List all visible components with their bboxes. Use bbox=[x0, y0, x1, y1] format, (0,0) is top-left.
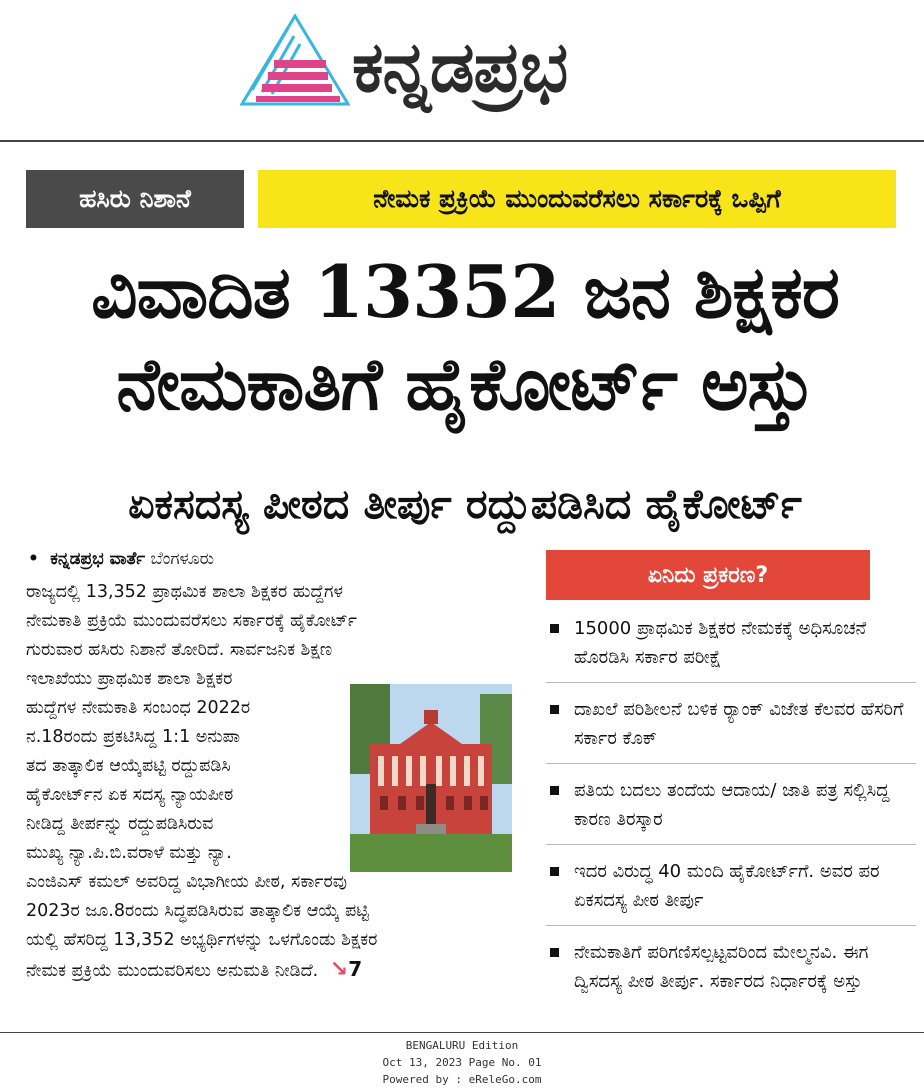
article-line: ಹೈಕೋರ್ಟ್‌ನ ಏಕ ಸದಸ್ಯ ನ್ಯಾಯಪೀಠ bbox=[26, 785, 234, 805]
kicker-label: ಹಸಿರು ನಿಶಾನೆ bbox=[26, 170, 244, 228]
article-line: ನೇಮಕಾತಿ ಪ್ರಕ್ರಿಯೆ ಮುಂದುವರೆಸಲು ಸರ್ಕಾರಕ್ಕೆ ಹೈಕೋರ್ಟ್ bbox=[26, 611, 357, 631]
square-bullet-icon bbox=[550, 786, 559, 795]
byline bbox=[28, 548, 528, 570]
article-line: ನೀಡಿದ್ದ ತೀರ್ಪನ್ನು ರದ್ದುಪಡಿಸಿರುವ bbox=[26, 814, 214, 834]
kicker-row bbox=[26, 170, 896, 228]
square-bullet-icon bbox=[550, 867, 559, 876]
headline-line-2: ನೇಮಕಾತಿಗೆ ಹೈಕೋರ್ಟ್ ಅಸ್ತು bbox=[116, 341, 814, 426]
sidebar-item bbox=[546, 855, 916, 926]
square-bullet-icon bbox=[550, 705, 559, 714]
high-court-photo bbox=[350, 684, 512, 872]
footer-powered-by: Powered by : eReleGo.com bbox=[382, 1073, 542, 1086]
newspaper-logo: ಕನ್ನಡಪ್ರಭ bbox=[352, 26, 568, 108]
sidebar-item-text: ಇದರ ವಿರುದ್ಧ 40 ಮಂದಿ ಹೈಕೋರ್ಟ್‌ಗೆ. ಅವರ ಪರ ಏಕಸದಸ್ಯ ಪೀಠ ತೀರ್ಪು bbox=[574, 861, 880, 911]
article-line: ಇಲಾಖೆಯು ಪ್ರಾಥಮಿಕ ಶಾಲಾ ಶಿಕ್ಷಕರ bbox=[26, 669, 233, 689]
article-line: ನ.18ರಂದು ಪ್ರಕಟಿಸಿದ್ದ 1:1 ಅನುಪಾ bbox=[26, 727, 240, 747]
sidebar-item bbox=[546, 693, 916, 764]
square-bullet-icon bbox=[550, 624, 559, 633]
article-line: ಗುರುವಾರ ಹಸಿರು ನಿಶಾನೆ ತೋರಿದೆ. ಸಾರ್ವಜನಿಕ ಶಿಕ್ಷಣ bbox=[26, 640, 333, 660]
sidebar-item bbox=[546, 612, 916, 683]
footer-divider bbox=[0, 1032, 924, 1033]
article-line: ಯಲ್ಲಿ ಹೆಸರಿದ್ದ 13,352 ಅಭ್ಯರ್ಥಿಗಳನ್ನು ಒಳಗೊಂಡು ಶಿಕ್ಷಕರ bbox=[26, 930, 378, 950]
sidebar-item bbox=[546, 936, 916, 1006]
footer-edition: BENGALURU Edition bbox=[405, 1039, 519, 1052]
kicker-strap: ನೇಮಕ ಪ್ರಕ್ರಿಯೆ ಮುಂದುವರೆಸಲು ಸರ್ಕಾರಕ್ಕೆ ಒಪ್ಪಿಗೆ bbox=[258, 170, 896, 228]
sidebar-item bbox=[546, 774, 916, 845]
masthead bbox=[0, 0, 924, 140]
article-line: ಹುದ್ದೆಗಳ ನೇಮಕಾತಿ ಸಂಬಂಧ 2022ರ bbox=[26, 698, 251, 718]
square-bullet-icon bbox=[550, 948, 559, 957]
masthead-divider bbox=[0, 140, 924, 142]
sidebar-item-text: ಪತಿಯ ಬದಲು ತಂದೆಯ ಆದಾಯ/ ಜಾತಿ ಪತ್ರ ಸಲ್ಲಿಸಿದ್ದ ಕಾರಣ ತಿರಸ್ಕಾರ bbox=[574, 780, 890, 830]
article-line-text: ನೇಮಕ ಪ್ರಕ್ರಿಯೆ ಮುಂದುವರಿಸಲು ಅನುಮತಿ ನೀಡಿದೆ. bbox=[26, 961, 319, 981]
byline-bullet: • bbox=[28, 549, 39, 569]
article-line: ಮುಖ್ಯ ನ್ಯಾ.ಪಿ.ಬಿ.ವರಾಳೆ ಮತ್ತು ನ್ಯಾ. bbox=[26, 843, 232, 863]
jump-arrow-icon: ↘ bbox=[329, 957, 349, 982]
sidebar-item-text: ದಾಖಲೆ ಪರಿಶೀಲನೆ ಬಳಿಕ ರ‍್ಯಾಂಕ್ ವಿಜೇತ ಕೆಲವರ ಹೆಸರಿಗೆ ಸರ್ಕಾರ ಕೊಕ್ bbox=[574, 699, 904, 749]
sidebar-heading: ಏನಿದು ಪ್ರಕರಣ? bbox=[546, 550, 870, 600]
article-line: ತದ ತಾತ್ಕಾಲಿಕ ಆಯ್ಕೆಪಟ್ಟಿ ರದ್ದುಪಡಿಸಿ bbox=[26, 756, 231, 776]
headline-line-1: ವಿವಾದಿತ 13352 ಜನ ಶಿಕ್ಷಕರ bbox=[91, 249, 839, 334]
jump-page-number: 7 bbox=[348, 957, 363, 981]
footer bbox=[0, 1037, 924, 1088]
kannadaprabha-logo-icon bbox=[240, 14, 350, 106]
byline-source: ಕನ್ನಡಪ್ರಭ ವಾರ್ತೆ bbox=[50, 549, 146, 569]
article-line-last bbox=[26, 955, 520, 986]
article-line: 2023ರ ಜೂ.8ರಂದು ಸಿದ್ಧಪಡಿಸಿರುವ ತಾತ್ಕಾಲಿಕ ಆಯ್ಕೆ ಪಟ್ಟಿ bbox=[26, 901, 369, 921]
article-line: ಎಂಜಿಎಸ್ ಕಮಲ್ ಅವರಿದ್ದ ವಿಭಾಗೀಯ ಪೀಠ, ಸರ್ಕಾರವು bbox=[26, 872, 347, 892]
sidebar-item-text: ನೇಮಕಾತಿಗೆ ಪರಿಗಣಿಸಲ್ಪಟ್ಟವರಿಂದ ಮೇಲ್ಮನವಿ. ಈಗ ದ್ವಿಸದಸ್ಯ ಪೀಠ ತೀರ್ಪು. ಸರ್ಕಾರದ ನಿರ್ಧಾರಕ್ಕೆ ಅಸ್ತು bbox=[574, 942, 869, 992]
footer-date-page: Oct 13, 2023 Page No. 01 bbox=[382, 1056, 542, 1069]
sidebar-item-text: 15000 ಪ್ರಾಥಮಿಕ ಶಿಕ್ಷಕರ ನೇಮಕಕ್ಕೆ ಅಧಿಸೂಚನೆ ಹೊರಡಿಸಿ ಸರ್ಕಾರ ಪರೀಕ್ಷೆ bbox=[574, 618, 867, 668]
byline-city: ಬೆಂಗಳೂರು bbox=[150, 549, 214, 569]
headline bbox=[20, 246, 910, 430]
deck-subheading: ಏಕಸದಸ್ಯ ಪೀಠದ ತೀರ್ಪು ರದ್ದುಪಡಿಸಿದ ಹೈಕೋರ್ಟ್ bbox=[128, 480, 802, 528]
sidebar-list bbox=[546, 612, 916, 1016]
article-line: ರಾಜ್ಯದಲ್ಲಿ 13,352 ಪ್ರಾಥಮಿಕ ಶಾಲಾ ಶಿಕ್ಷಕರ ಹುದ್ದೆಗಳ bbox=[26, 582, 344, 602]
